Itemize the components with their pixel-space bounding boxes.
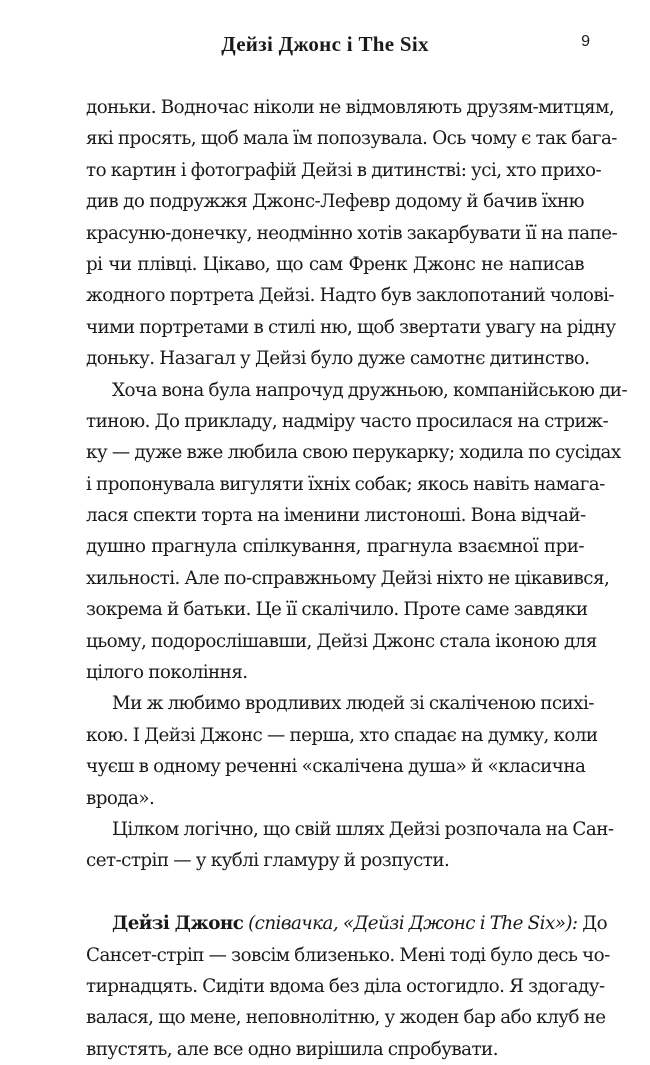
paragraph-4 [86, 814, 614, 877]
text-line: тирнадцять. Сидіти вдома без діла остогидло. Я здогаду- [86, 975, 605, 997]
text-line: Цілком логічно, що свій шлях Дейзі розпочала на Сан- [112, 818, 614, 840]
text-line: кою. І Дейзі Джонс — перша, хто спадає на думку, коли [86, 724, 598, 746]
text-line: рі чи плівці. Цікаво, що сам Френк Джонс не написав [86, 253, 584, 275]
text-line: зокрема й батьки. Це її скалічило. Проте саме завдяки [86, 599, 588, 621]
text-line: сет-стріп — у кублі гламуру й розпусти. [86, 850, 450, 872]
text-line: див до подружжя Джонс-Лефевр додому й бачив їхню [86, 191, 584, 213]
body-text [86, 92, 628, 1065]
text-line: красуню-донечку, неодмінно хотів закарбувати її на папе- [86, 222, 618, 244]
text-fragment: До [582, 913, 608, 935]
interview-first-line [86, 908, 608, 939]
text-line: душно прагнула спілкування, прагнула взаємної при- [86, 536, 584, 558]
text-line: жодного портрета Дейзі. Надто був заклопотаний чолові- [86, 285, 615, 307]
text-line: то картин і фотографій Дейзі в дитинстві: усі, хто прихо- [86, 159, 602, 181]
text-line: тиною. До прикладу, надміру часто просилася на стриж- [86, 410, 609, 432]
running-title: Дейзі Джонс і The Six [221, 32, 429, 56]
text-line: впустять, але все одно вирішила спробувати. [86, 1038, 498, 1060]
section-gap [86, 877, 584, 908]
text-line: Хоча вона була напрочуд дружньою, компанійською ди- [112, 379, 628, 401]
text-line: цьому, подорослішавши, Дейзі Джонс стала іконою для [86, 630, 597, 652]
text-line: Сансет-стріп — зовсім близенько. Мені тоді було десь чо- [86, 944, 610, 966]
text-line: валася, що мене, неповнолітню, у жоден бар або клуб не [86, 1007, 606, 1029]
text-line: лася спекти торта на іменини листоноші. Вона відчай- [86, 505, 586, 527]
text-line: хильності. Але по-справжньому Дейзі ніхто не цікавився, [86, 567, 610, 589]
interview-paragraph [86, 908, 610, 1065]
speaker-role: (співачка, «Дейзі Джонс і The Six»): [248, 913, 578, 935]
paragraph-1 [86, 92, 618, 375]
text-line: доньку. Назагал у Дейзі було дуже самотнє дитинство. [86, 348, 590, 370]
text-line: які просять, щоб мала їм попозувала. Ось чому є так бага- [86, 128, 617, 150]
page-header [0, 32, 650, 62]
speaker-name: Дейзі Джонс [112, 913, 244, 935]
text-line: чими портретами в стилі ню, щоб звертати увагу на рідну [86, 316, 616, 338]
text-line: чуєш в одному реченні «скалічена душа» й «класична [86, 756, 586, 778]
page-number: 9 [581, 33, 590, 50]
text-line: врода». [86, 787, 155, 809]
text-line: доньки. Водночас ніколи не відмовляють друзям-митцям, [86, 97, 615, 118]
text-line: ку — дуже вже любила свою перукарку; ходила по сусідах [86, 442, 621, 464]
paragraph-2 [86, 375, 628, 689]
text-line: і пропонувала вигуляти їхніх собак; якось навіть намага- [86, 473, 605, 495]
text-line: Ми ж любимо вродливих людей зі скаліченою психі- [112, 693, 594, 715]
paragraph-3 [86, 688, 598, 814]
text-line: цілого покоління. [86, 662, 248, 684]
